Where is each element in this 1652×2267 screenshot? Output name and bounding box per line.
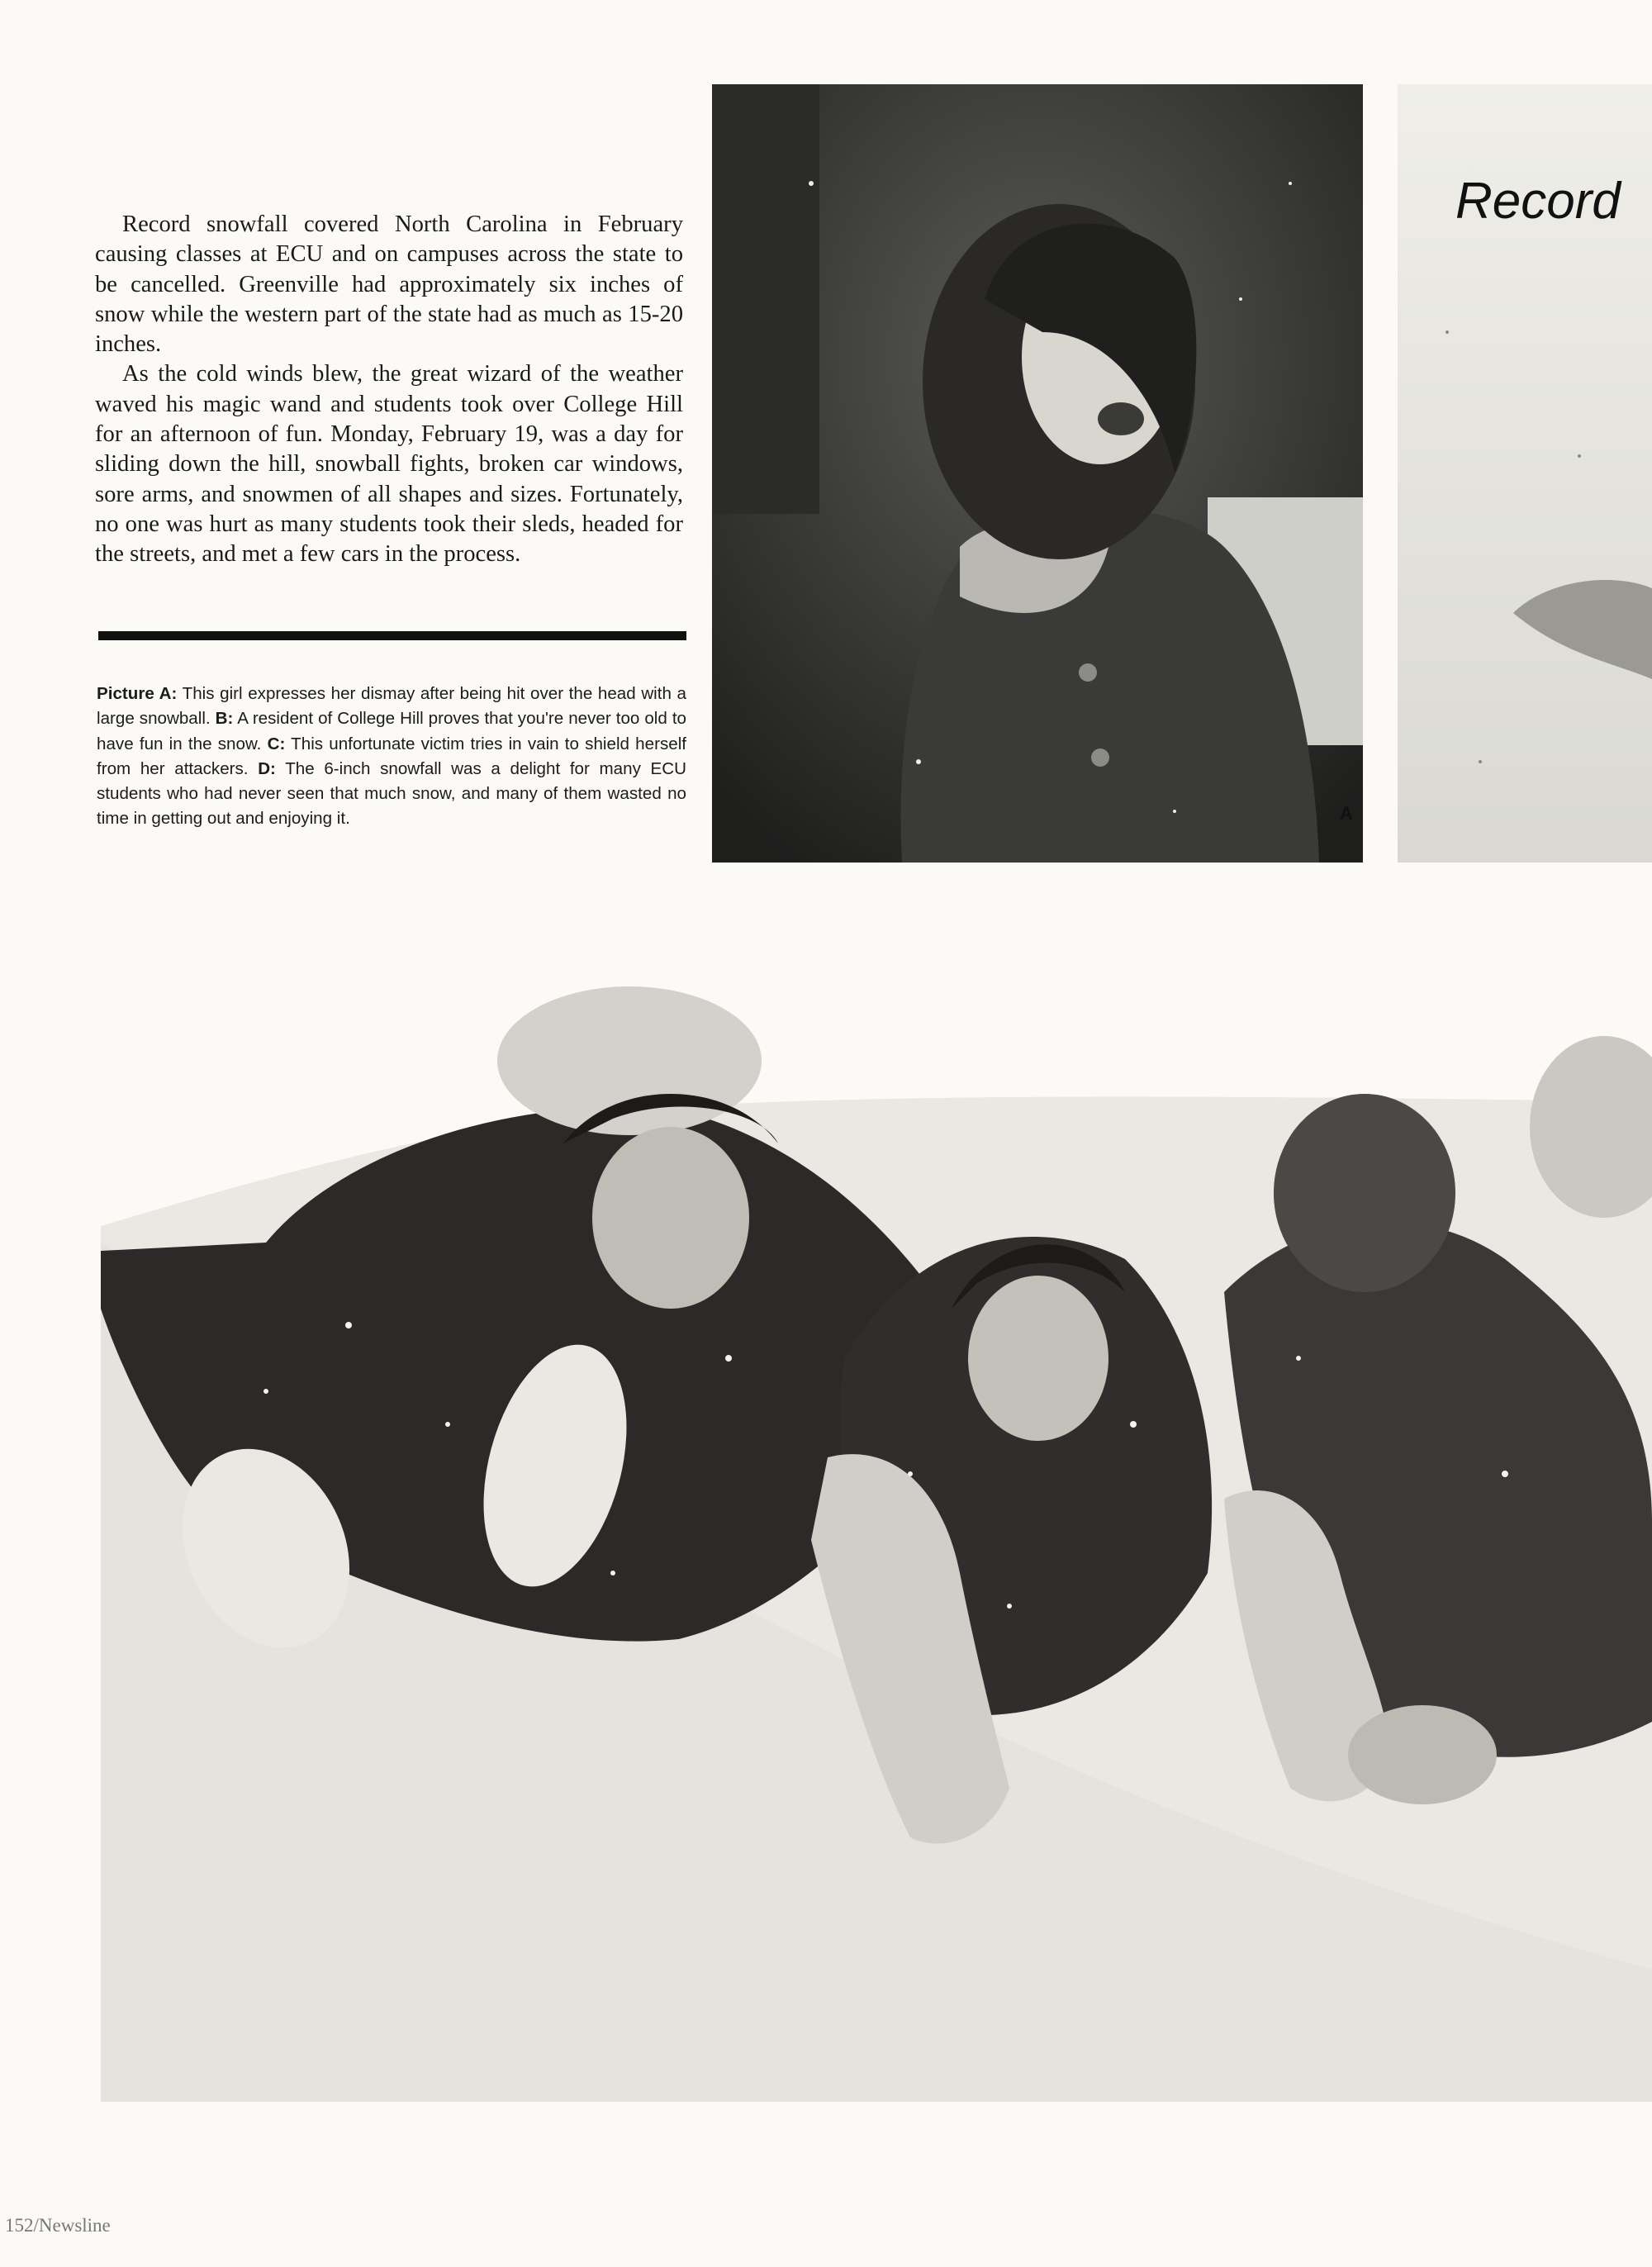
caption-label-a: Picture A: (97, 684, 178, 703)
photo-a-girl-in-snow (712, 84, 1363, 863)
caption-text-d: The 6-inch snowfall was a delight for many ECU students who had never seen that much snow, and many of them wasted no time in getting out and enjoying it. (97, 758, 687, 829)
caption-label-d: D: (258, 758, 276, 778)
photo-a-image (712, 84, 1363, 863)
headline: Record (1455, 173, 1621, 230)
photo-caption (97, 682, 686, 832)
divider-rule (98, 631, 686, 640)
paragraph-2: As the cold winds blew, the great wizard of the weather waved his magic wand and students took over College Hill for an afternoon of fun. Monday, February 19, was a day for sliding down the hill, snowball fights, broken car windows, sore arms, and snowmen of all shapes and sizes. Fortunately, no one was hurt as many students took their sleds, headed for the streets, and met a few cars in the process. (95, 361, 683, 568)
photo-d-image (101, 896, 1652, 2102)
caption-label-c: C: (267, 734, 286, 753)
photo-d-students-sledding (101, 896, 1652, 2102)
caption-text-c: This unfortunate victim tries in vain to shield herself from her attackers. (97, 734, 686, 778)
caption-text-b: A resident of College Hill proves that you're never too old to have fun in the snow. (97, 709, 687, 753)
paragraph-1: Record snowfall covered North Carolina in February causing classes at ECU and on campuses across the state to be cancelled. Greenville had approximately six inches of snow while the western part of the state had as much as 15-20 inches. (95, 211, 683, 358)
article-body (95, 210, 683, 570)
caption-label-b: B: (215, 709, 234, 729)
page-folio: 152/Newsline (5, 2215, 111, 2236)
photo-label-a: A (1340, 803, 1353, 824)
caption-text-a: This girl expresses her dismay after being hit over the head with a large snowball. (97, 684, 686, 729)
